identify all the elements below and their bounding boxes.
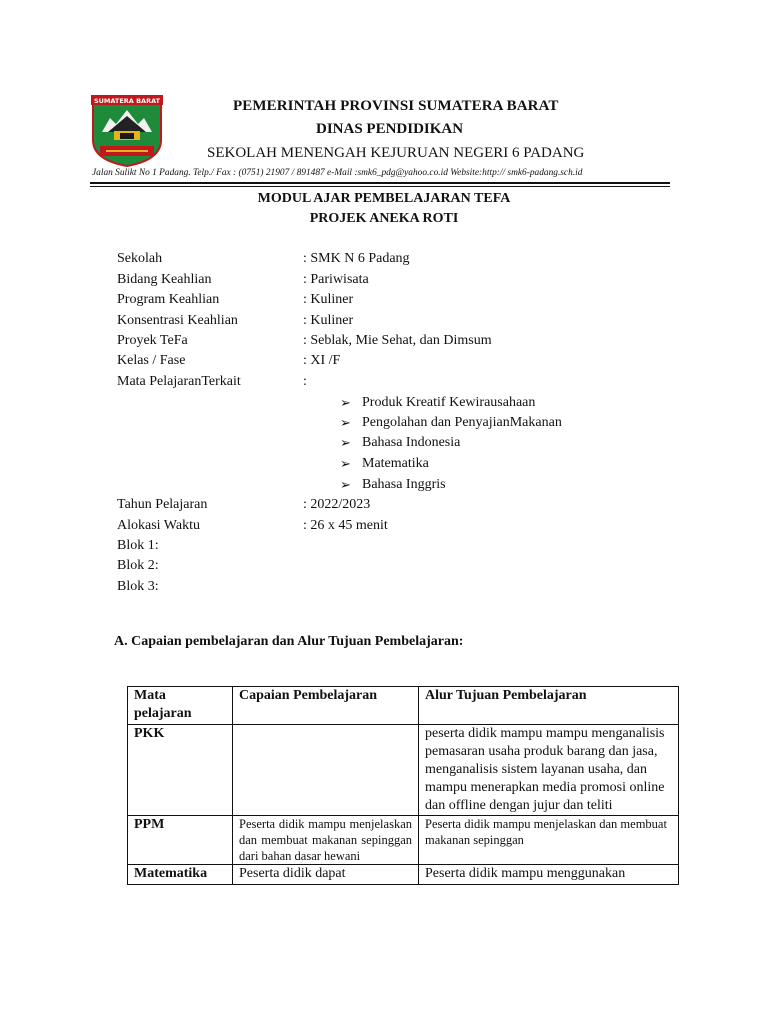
info-label: Konsentrasi Keahlian [117,313,238,328]
table-row [128,865,679,885]
outcome-cell: Peserta didik mampu menjelaskan dan membuat makanan sepinggan dari bahan dasar hewani [233,816,419,865]
table-row [128,725,679,816]
column-header: Capaian Pembelajaran [233,687,419,725]
letterhead-rule-thick [90,182,670,184]
info-value: : 26 x 45 menit [303,518,388,533]
subject-cell: Matematika [128,865,233,885]
info-label: Kelas / Fase [117,353,186,368]
arrow-bullet-icon: ➢ [340,456,351,471]
arrow-bullet-icon: ➢ [340,415,351,430]
info-label: Alokasi Waktu [117,518,200,533]
table-row [128,816,679,865]
svg-text:SUMATERA BARAT: SUMATERA BARAT [93,97,161,105]
info-label: Program Keahlian [117,292,220,307]
letterhead-school: SEKOLAH MENENGAH KEJURUAN NEGERI 6 PADANG [207,145,585,161]
info-value: : 2022/2023 [303,497,371,512]
info-label: Mata PelajaranTerkait [117,374,241,389]
letterhead-government: PEMERINTAH PROVINSI SUMATERA BARAT [233,98,559,114]
info-label: Sekolah [117,251,163,266]
sumatera-barat-logo [90,94,164,168]
info-label: Blok 1: [117,538,159,553]
info-label: Blok 3: [117,579,159,594]
learning-path-cell: Peserta didik mampu menggunakan [419,865,679,885]
subject-cell: PKK [128,725,233,816]
info-label: Blok 2: [117,558,159,573]
table-header-row [128,687,679,725]
info-value: : SMK N 6 Padang [303,251,410,266]
outcome-cell [233,725,419,816]
info-value: : Pariwisata [303,272,369,287]
info-value: : Seblak, Mie Sehat, dan Dimsum [303,333,492,348]
info-value: : [303,374,307,389]
subject-cell: PPM [128,816,233,865]
learning-outcomes-table [127,686,679,885]
outcome-cell: Peserta didik dapat [233,865,419,885]
letterhead-department: DINAS PENDIDIKAN [316,121,464,137]
document-subtitle: PROJEK ANEKA ROTI [309,211,459,226]
learning-path-cell: Peserta didik mampu menjelaskan dan membuat makanan sepinggan [419,816,679,865]
column-header: Alur Tujuan Pembelajaran [419,687,679,725]
arrow-bullet-icon: ➢ [340,477,351,492]
info-label: Proyek TeFa [117,333,188,348]
column-header: Mata pelajaran [128,687,233,725]
arrow-bullet-icon: ➢ [340,435,351,450]
learning-path-cell: peserta didik mampu mampu menganalisis pemasaran usaha produk barang dan jasa, menganalisis sistem layanan usaha, dan mampu menerapkan media promosi online dan offline dengan jujur dan teliti [419,725,679,816]
letterhead-address: Jalan Sulikt No 1 Padang. Telp./ Fax : (0751) 21907 / 891487 e-Mail :smk6_pdg@yahoo.co.id Website:http:// smk6-padang.sch.id [92,168,583,178]
info-label: Bidang Keahlian [117,272,212,287]
info-value: : XI /F [303,353,341,368]
arrow-bullet-icon: ➢ [340,395,351,410]
letterhead-rule-thin [90,186,670,187]
section-a-heading: A. Capaian pembelajaran dan Alur Tujuan Pembelajaran: [114,634,464,649]
info-label: Tahun Pelajaran [117,497,208,512]
document-title: MODUL AJAR PEMBELAJARAN TEFA [257,191,511,206]
info-value: : Kuliner [303,292,354,307]
info-value: : Kuliner [303,313,354,328]
